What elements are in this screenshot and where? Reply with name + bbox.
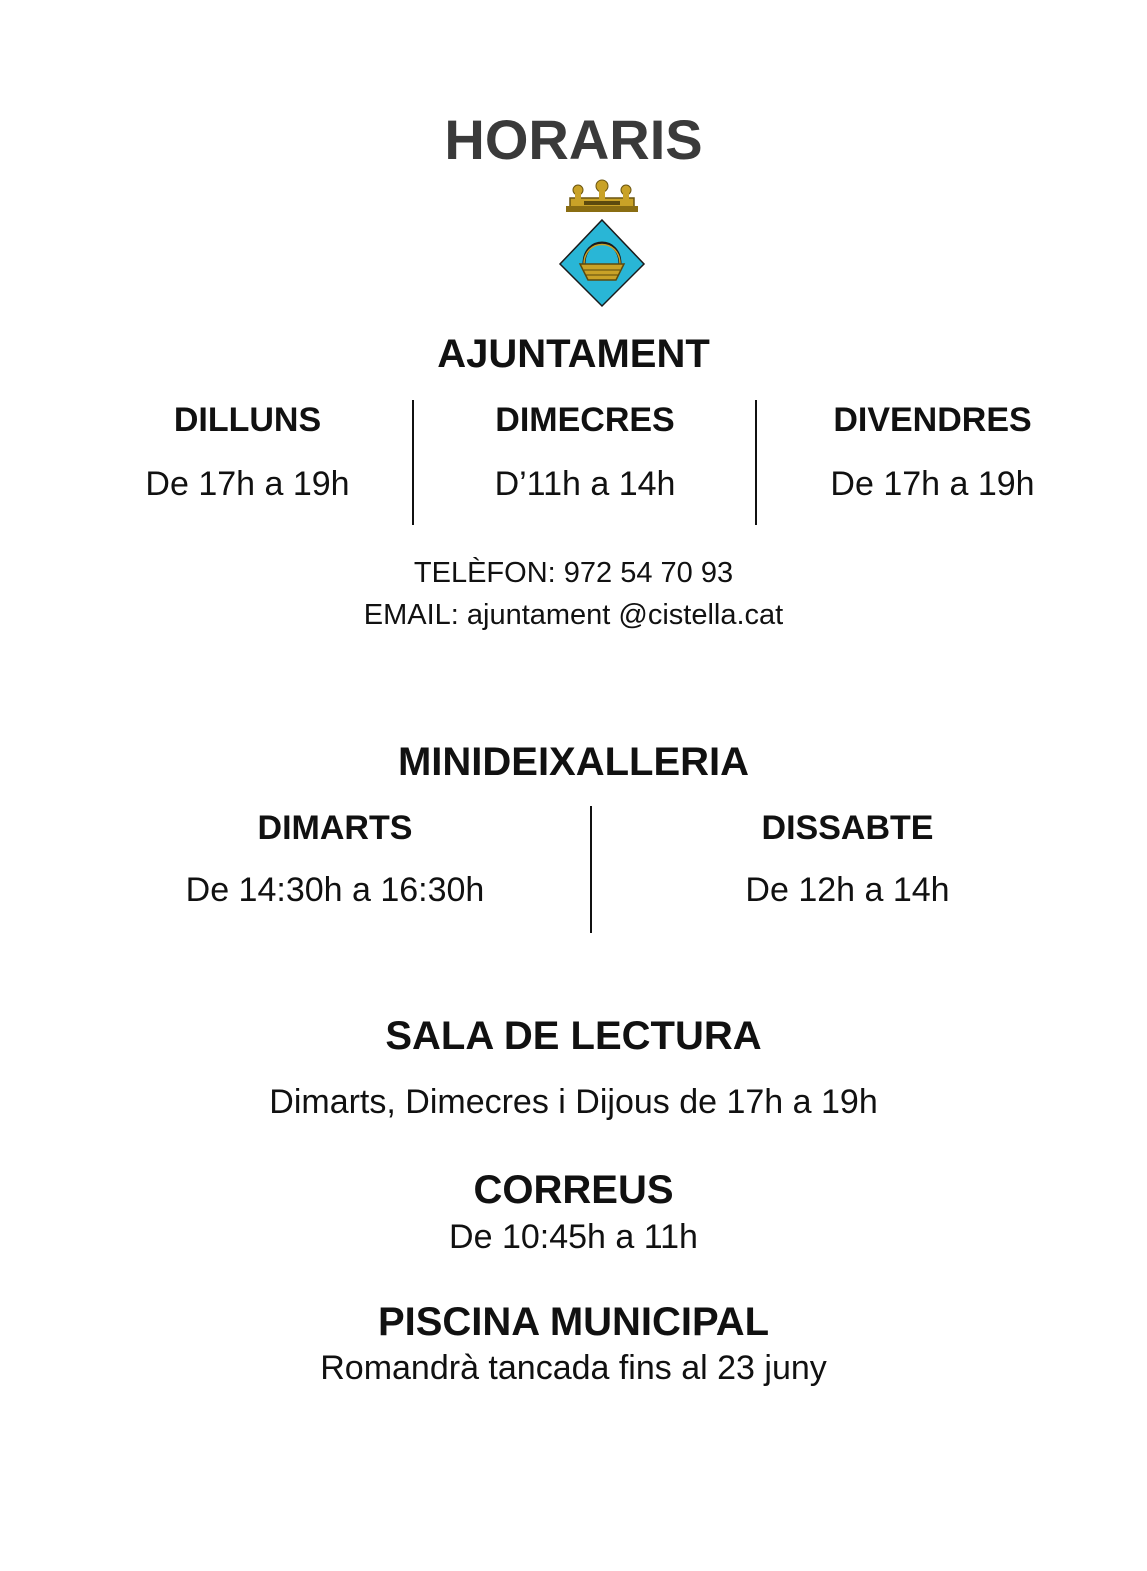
column-divider: [755, 400, 757, 525]
piscina-heading: PISCINA MUNICIPAL: [377, 1300, 770, 1344]
minideixalleria-day-2: DISSABTE: [761, 809, 934, 847]
phone-text: TELÈFON: 972 54 70 93: [413, 557, 734, 589]
page-title: HORARIS: [444, 108, 703, 171]
email-text: EMAIL: ajuntament @cistella.cat: [363, 599, 784, 631]
minideixalleria-hours-1: De 14:30h a 16:30h: [185, 871, 485, 909]
piscina-note: Romandrà tancada fins al 23 juny: [320, 1349, 827, 1387]
municipal-crest-logo: [556, 176, 648, 308]
correus-heading: CORREUS: [473, 1168, 674, 1212]
crown-icon: [566, 180, 638, 212]
sala-lectura-hours: Dimarts, Dimecres i Dijous de 17h a 19h: [269, 1083, 878, 1121]
sala-lectura-heading: SALA DE LECTURA: [385, 1014, 762, 1058]
column-divider: [590, 806, 592, 933]
minideixalleria-heading: MINIDEIXALLERIA: [397, 740, 750, 784]
ajuntament-day-3: DIVENDRES: [833, 401, 1032, 439]
ajuntament-hours-2: D’11h a 14h: [494, 465, 676, 503]
ajuntament-heading: AJUNTAMENT: [437, 332, 710, 376]
minideixalleria-day-1: DIMARTS: [257, 809, 413, 847]
shield-icon: [560, 220, 644, 306]
column-divider: [412, 400, 414, 525]
ajuntament-hours-1: De 17h a 19h: [145, 465, 350, 503]
correus-hours: De 10:45h a 11h: [449, 1218, 698, 1256]
ajuntament-day-1: DILLUNS: [173, 401, 322, 439]
minideixalleria-hours-2: De 12h a 14h: [745, 871, 950, 909]
ajuntament-hours-3: De 17h a 19h: [830, 465, 1035, 503]
ajuntament-day-2: DIMECRES: [495, 401, 675, 439]
